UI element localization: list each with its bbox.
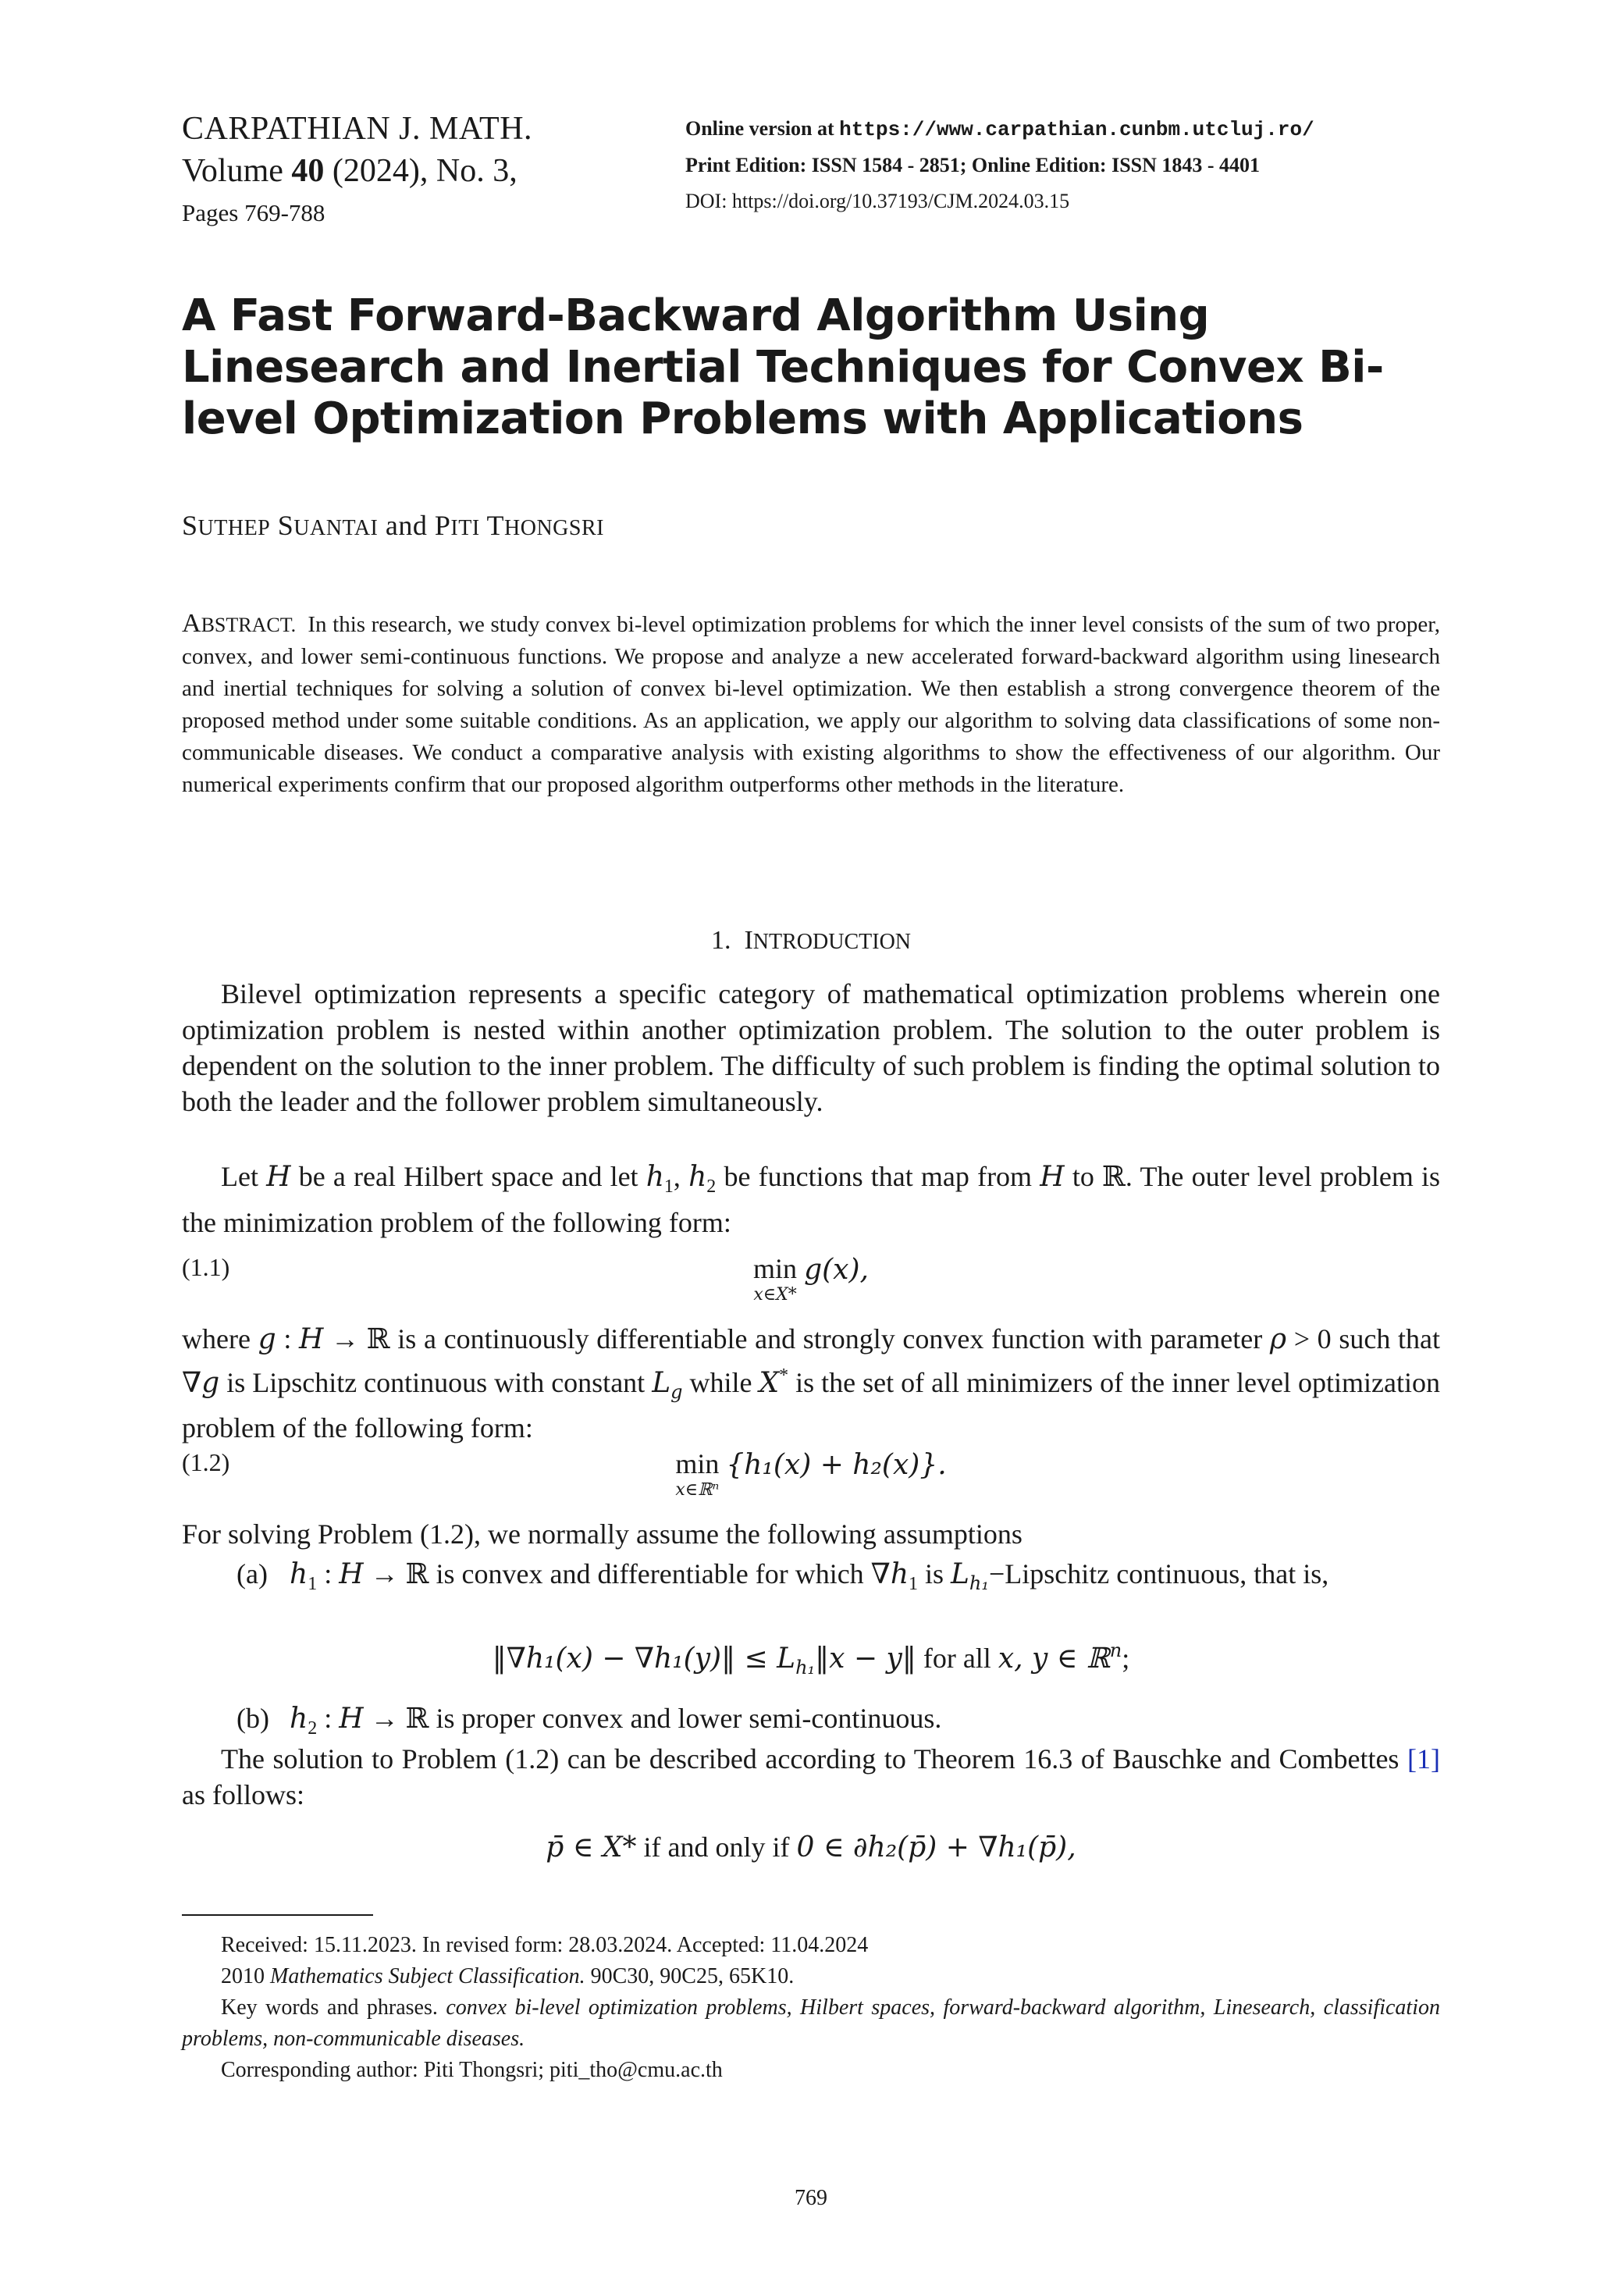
footnote-divider (182, 1914, 373, 1916)
journal-volume: Volume 40 (2024), No. 3, (182, 153, 517, 189)
publication-info (685, 111, 1458, 219)
journal-name: CARPATHIAN J. MATH. (182, 111, 533, 147)
intro-paragraph-3: where g : H → ℝ is a continuously differentiable and strongly convex function with parameter ρ > 0 such that ∇g is Lipschitz continuous with constant $L_g$ while X* is the set of all minimizers of the inner level optimization problem of the following form: (182, 1323, 1440, 1443)
assumption-b: (b) $h_2$ : H → ℝ is proper convex and lower semi-continuous. (237, 1703, 942, 1739)
issn-line: Print Edition: ISSN 1584 - 2851; Online Edition: ISSN 1843 - 4401 (685, 154, 1261, 176)
citation-link[interactable]: [1] (1407, 1743, 1440, 1775)
journal-pages: Pages 769-788 (182, 199, 325, 226)
footnote-corresponding: Corresponding author: Piti Thongsri; piti_tho@cmu.ac.th (221, 2058, 723, 2082)
assumption-a: (a) $h_1$ : H → ℝ is convex and differentiable for which $\nabla h_1$ is $L_{h_1}-Lipschitz$ continuous, that is, (237, 1558, 1329, 1594)
assumptions-intro: For solving Problem (1.2), we normally assume the following assumptions (182, 1518, 1023, 1550)
intro-paragraph-2: Let H be a real Hilbert space and let $h_1$, $h_2$ be functions that map from H to ℝ. The outer level problem is the minimization problem of the following form: (182, 1161, 1441, 1238)
abstract-text: In this research, we study convex bi-level optimization problems for which the inner level consists of the sum of two proper, convex, and lower semi-continuous functions. We propose and analyze a new accelerated forward-backward algorithm using linesearch and inertial techniques for solving a solution of convex bi-level optimization. We then establish a strong convergence theorem of the proposed method under some suitable conditions. As an application, we apply our algorithm to solving data classifications of some non-communicable diseases. We conduct a comparative analysis with existing algorithms to show the effectiveness of our algorithm. Our numerical experiments confirm that our proposed algorithm outperforms other methods in the literature. (182, 612, 1440, 797)
intro-paragraph-5: The solution to Problem (1.2) can be described according to Theorem 16.3 of Bauschke and Combettes [1] as follows: (182, 1743, 1440, 1810)
journal-header (182, 108, 681, 234)
page-number: 769 (795, 2186, 827, 2210)
abstract-label: ABSTRACT. (182, 609, 297, 638)
intro-paragraph-1: Bilevel optimization represents a specific category of mathematical optimization problems wherein one optimization problem is nested within another optimization problem. The solution to the outer problem is dependent on the solution to the inner problem. The difficulty of such problem is finding the optimal solution to both the leader and the follower problem simultaneously. (182, 978, 1440, 1117)
doi-link[interactable]: DOI: https://doi.org/10.37193/CJM.2024.03.15 (685, 190, 1070, 212)
paper-page: CARPATHIAN J. MATH. Volume 40 (2024), No. 3, Pages 769-788 Online version at https://www.carpathian.cunbm.utcluj.ro/ Print Edition: ISSN 1584 - 2851; Online Edition: ISSN 1843 - 4401 DOI: https://doi.org/10.37193/CJM.2024.03.15 A Fast Forward-Backward Algorithm Using Linesearch and Inertial Techniques for Convex Bi-level Optimization Problems with Applications SUTHEP SUANTAI and PITI THONGSRI ABSTRACT. In this research, we study convex bi-level optimization problems for which the inner level consists of the sum of two proper, convex, and lower semi-continuous functions. We propose and analyze a new accelerated forward-backward algorithm using linesearch and inertial techniques for solving a solution of convex bi-level optimization. We then establish a strong convergence theorem of the proposed method under some suitable conditions. As an application, we apply our algorithm to solving data classifications of some non-communicable diseases. We conduct a comparative analysis with existing algorithms to show the effectiveness of our algorithm. Our numerical experiments confirm that our proposed algorithm outperforms other methods in the literature. 1. INTRODUCTION Bilevel optimization represents a specific category of mathematical optimization problems wherein one optimization problem is nested within another optimization problem. The solution to the outer problem is dependent on the solution to the inner problem. The difficulty of such problem is finding the optimal solution to both the leader and the follower problem simultaneously. Let H be a real Hilbert space and let $h_1$, $h_2$ be functions that map from H to ℝ. The outer level problem is the minimization problem of the following form: (1.1) min x∈X* g(x), where g : H → ℝ is a continuously differentiable and strongly convex function with parameter ρ > 0 such that ∇g is Lipschitz continuous with constant $L_g$ while X* is the set of all minimizers of the inner level optimization problem of the following form: (1.2) min x∈ℝⁿ {h₁(x) + h₂(x)}. For solving Problem (1.2), we normally assume the following assumptions (a) $h_1$ : H → ℝ is convex and differentiable for which $\nabla h_1$ is $L_{h_1}-Lipschitz$ continuous, that is, ‖∇h₁(x) − ∇h₁(y)‖ ≤ $L_{h_1}‖x$ − y‖ for all x, y ∈ ℝ$^n$; (b) $h_2$ : H → ℝ is proper convex and lower semi-continuous. The solution to Problem (1.2) can be described according to Theorem 16.3 of Bauschke and Combettes [1] as follows: p̄ ∈ X* if and only if 0 ∈ ∂h₂(p̄) + ∇h₁(p̄), Received: 15.11.2023. In revised form: 28.03.2024. Accepted: 11.04.2024 2010 Mathematics Subject Classification. 90C30, 90C25, 65K10. Key words and phrases. convex bi-level optimization problems, Hilbert spaces, forward-backward algorithm, Linesearch, classification problems, non-communicable diseases. Corresponding author: Piti Thongsri; piti_tho@cmu.ac.th 769 (182, 0, 1440, 2296)
paper-title: A Fast Forward-Backward Algorithm Using Linesearch and Inertial Techniques for Convex Bi-level Optimization Problems with Applications (182, 290, 1384, 444)
online-url-link[interactable]: https://www.carpathian.cunbm.utcluj.ro/ (839, 118, 1314, 141)
online-version: Online version at https://www.carpathian.cunbm.utcluj.ro/ (685, 117, 1314, 141)
footnote-received: Received: 15.11.2023. In revised form: 28.03.2024. Accepted: 11.04.2024 (221, 1933, 869, 1957)
author-list: SUTHEP SUANTAI and PITI THONGSRI (182, 510, 604, 541)
section-heading: 1. INTRODUCTION (710, 926, 912, 955)
footnote-keywords: Key words and phrases. convex bi-level optimization problems, Hilbert spaces, forward-backward algorithm, Linesearch, classification problems, non-communicable diseases. (182, 1995, 1440, 2051)
footnote-msc: 2010 Mathematics Subject Classification. 90C30, 90C25, 65K10. (221, 1964, 795, 1988)
abstract (182, 607, 1440, 801)
